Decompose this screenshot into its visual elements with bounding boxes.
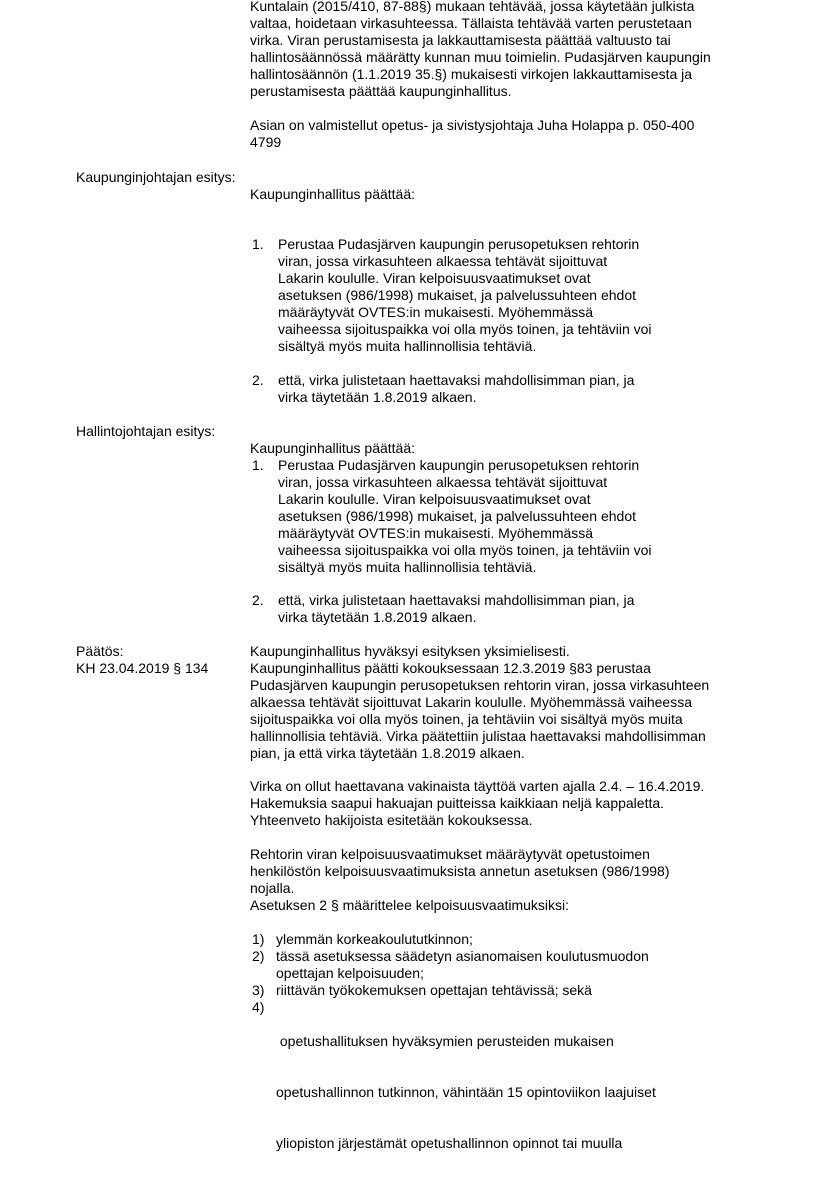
text-line: Asetuksen 2 § määrittelee kelpoisuusvaatimuksiksi: — [250, 897, 570, 913]
text-line: viran, jossa virkasuhteen alkaessa tehtävät sijoittuvat — [278, 474, 608, 490]
text-line: tässä asetuksessa säädetyn asianomaisen koulutusmuodon — [276, 948, 649, 964]
mayor-proposal-heading: Kaupunginhallitus päättää: — [250, 186, 416, 202]
admin-proposal-heading: Kaupunginhallitus päättää: — [250, 440, 416, 456]
mayor-item-1 — [250, 236, 740, 355]
text-line: opetushallinnon tutkinnon, vähintään 15 opintoviikon laajuiset — [276, 1084, 656, 1100]
item-number: 2. — [252, 592, 264, 608]
text-line: määräytyvät OVTES:in mukaisesti. Myöhemmässä — [278, 304, 594, 320]
item-number: 1. — [252, 236, 264, 252]
text-line: hallintosäännössä määrätty kunnan muu toimielin. Pudasjärven kaupungin — [250, 49, 711, 65]
text-line: ylemmän korkeakoulututkinnon; — [276, 931, 473, 947]
requirement-4 — [250, 999, 740, 1186]
requirement-3 — [250, 982, 740, 999]
item-number: 4) — [252, 999, 265, 1015]
text-line: henkilöstön kelpoisuusvaatimuksista annetun asetuksen (986/1998) — [250, 863, 670, 879]
text-line: opettajan kelpoisuuden; — [276, 965, 424, 981]
text-line: pian, ja että virka täytetään 1.8.2019 alkaen. — [250, 745, 525, 761]
preparer-note — [250, 117, 740, 151]
text-line: että, virka julistetaan haettavaksi mahdollisimman pian, ja — [278, 592, 635, 608]
text-line: Perustaa Pudasjärven kaupungin perusopetuksen rehtorin — [278, 457, 640, 473]
decision-reference: KH 23.04.2019 § 134 — [76, 660, 209, 676]
text-line: hallintosäännön (1.1.2019 35.§) mukaisesti virkojen lakkauttamisesta ja — [250, 66, 693, 82]
admin-proposal-label: Hallintojohtajan esitys: — [76, 423, 216, 439]
text-line: sisältyä myös muita hallinnollisia tehtäviä. — [278, 338, 537, 354]
text-line: että, virka julistetaan haettavaksi mahdollisimman pian, ja — [278, 372, 635, 388]
text-line: virka täytetään 1.8.2019 alkaen. — [278, 389, 477, 405]
intro-paragraph — [250, 0, 740, 100]
text-line: asetuksen (986/1998) mukaiset, ja palvelussuhteen ehdot — [278, 287, 637, 303]
text-line: nojalla. — [250, 880, 295, 896]
text-line: Kuntalain (2015/410, 87-88§) mukaan tehtävää, jossa käytetään julkista — [250, 0, 695, 14]
decision-paragraph-1 — [250, 643, 740, 762]
text-line: valtaa, hoidetaan virkasuhteessa. Tällaista tehtävää varten perustetaan — [250, 15, 692, 31]
text-line: vaiheessa sijoituspaikka voi olla myös toinen, ja tehtäviin voi — [278, 321, 652, 337]
decision-label: Päätös: — [76, 643, 124, 659]
decision-label-block — [76, 643, 246, 677]
item-number: 3) — [252, 982, 265, 998]
text-line: vaiheessa sijoituspaikka voi olla myös toinen, ja tehtäviin voi — [278, 542, 652, 558]
item-number: 2. — [252, 372, 264, 388]
text-line: määräytyvät OVTES:in mukaisesti. Myöhemmässä — [278, 525, 594, 541]
text-line: Perustaa Pudasjärven kaupungin perusopetuksen rehtorin — [278, 236, 640, 252]
item-number: 1. — [252, 457, 264, 473]
text-line: Pudasjärven kaupungin perusopetuksen rehtorin viran, jossa virkasuhteen — [250, 677, 710, 693]
decision-paragraph-3 — [250, 846, 740, 914]
mayor-proposal-label: Kaupunginjohtajan esitys: — [76, 169, 236, 185]
text-line: Lakarin koululle. Viran kelpoisuusvaatimukset ovat — [278, 270, 591, 286]
text-line: hallinnollisia tehtäviä. Virka päätettiin julistaa haettavaksi mahdollisimman — [250, 728, 706, 744]
text-line: viran, jossa virkasuhteen alkaessa tehtävät sijoittuvat — [278, 253, 608, 269]
text-line: virka täytetään 1.8.2019 alkaen. — [278, 609, 477, 625]
mayor-item-2 — [250, 372, 740, 406]
text-line: Kaupunginhallitus hyväksyi esityksen yksimielisesti. — [250, 643, 570, 659]
admin-item-2 — [250, 592, 740, 626]
text-line: Asian on valmistellut opetus- ja sivistysjohtaja Juha Holappa p. 050-400 — [250, 117, 695, 133]
text-line: 4799 — [250, 134, 282, 150]
requirement-2 — [250, 948, 740, 982]
text-line: perustamisesta päättää kaupunginhallitus. — [250, 83, 512, 99]
text-line: sijoituspaikka voi olla myös toinen, ja tehtäviin voi sisältyä myös muita — [250, 711, 683, 727]
text-line: alkaessa tehtävät sijoittuvat Lakarin koululle. Myöhemmässä vaiheessa — [250, 694, 693, 710]
requirement-1 — [250, 931, 740, 948]
item-number: 1) — [252, 931, 265, 947]
text-line: Lakarin koululle. Viran kelpoisuusvaatimukset ovat — [278, 491, 591, 507]
text-line: opetushallituksen hyväksymien perusteiden mukaisen — [276, 1033, 614, 1049]
text-line: Hakemuksia saapui hakuajan puitteissa kaikkiaan neljä kappaletta. — [250, 795, 665, 811]
text-line: Virka on ollut haettavana vakinaista täyttöä varten ajalla 2.4. – 16.4.2019. — [250, 778, 705, 794]
text-line: yliopiston järjestämät opetushallinnon opinnot tai muulla — [276, 1135, 623, 1151]
decision-paragraph-2 — [250, 778, 740, 829]
text-line: Rehtorin viran kelpoisuusvaatimukset määräytyvät opetustoimen — [250, 846, 650, 862]
text-line: Yhteenveto hakijoista esitetään kokouksessa. — [250, 812, 533, 828]
text-line: sisältyä myös muita hallinnollisia tehtäviä. — [278, 559, 537, 575]
item-number: 2) — [252, 948, 265, 964]
text-line: asetuksen (986/1998) mukaiset, ja palvelussuhteen ehdot — [278, 508, 637, 524]
admin-item-1 — [250, 457, 740, 576]
text-line: Kaupunginhallitus päätti kokouksessaan 12.3.2019 §83 perustaa — [250, 660, 651, 676]
text-line: virka. Viran perustamisesta ja lakkauttamisesta päättää valtuusto tai — [250, 32, 671, 48]
text-line: riittävän työkokemuksen opettajan tehtävissä; sekä — [276, 982, 592, 998]
